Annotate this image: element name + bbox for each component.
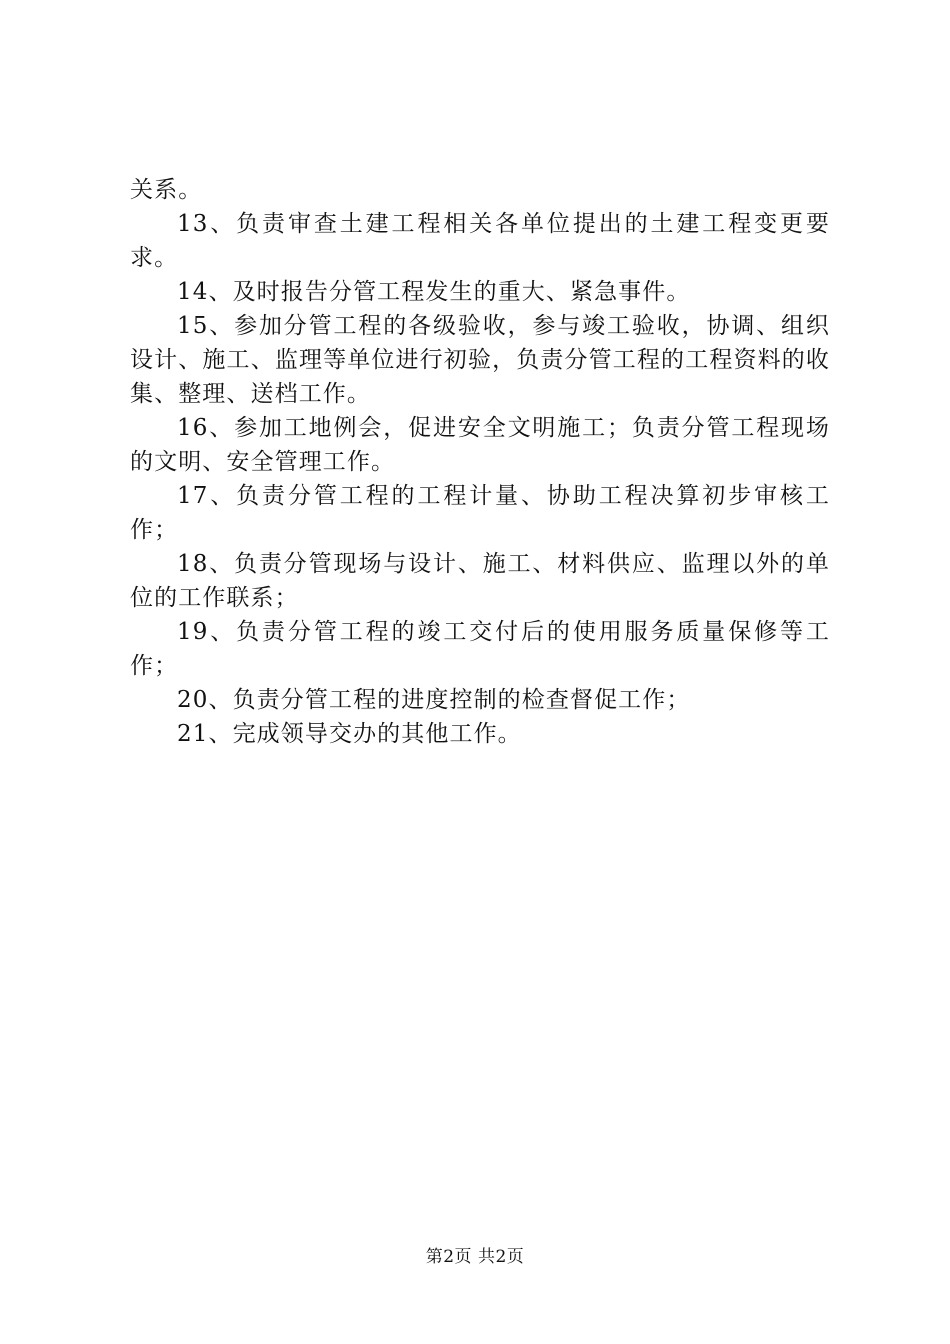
paragraph-item-17: 17、负责分管工程的工程计量、协助工程决算初步审核工作；	[130, 483, 830, 543]
paragraph-item-18: 18、负责分管现场与设计、施工、材料供应、监理以外的单位的工作联系；	[130, 551, 830, 611]
paragraph-item-19: 19、负责分管工程的竣工交付后的使用服务质量保修等工作；	[130, 619, 830, 679]
paragraph-item-20: 20、负责分管工程的进度控制的检查督促工作；	[177, 687, 691, 713]
document-body	[130, 173, 830, 751]
paragraph-item-14: 14、及时报告分管工程发生的重大、紧急事件。	[177, 279, 691, 305]
paragraph-item-15: 15、参加分管工程的各级验收，参与竣工验收，协调、组织设计、施工、监理等单位进行初验，负责分管工程的工程资料的收集、整理、送档工作。	[130, 313, 830, 407]
paragraph-item-13: 13、负责审查土建工程相关各单位提出的土建工程变更要求。	[130, 211, 830, 271]
paragraph-item-16: 16、参加工地例会，促进安全文明施工；负责分管工程现场的文明、安全管理工作。	[130, 415, 830, 475]
paragraph-continuation: 关系。	[130, 177, 203, 203]
page-number-footer: 第2页 共2页	[425, 1247, 525, 1267]
paragraph-item-21: 21、完成领导交办的其他工作。	[177, 721, 522, 747]
